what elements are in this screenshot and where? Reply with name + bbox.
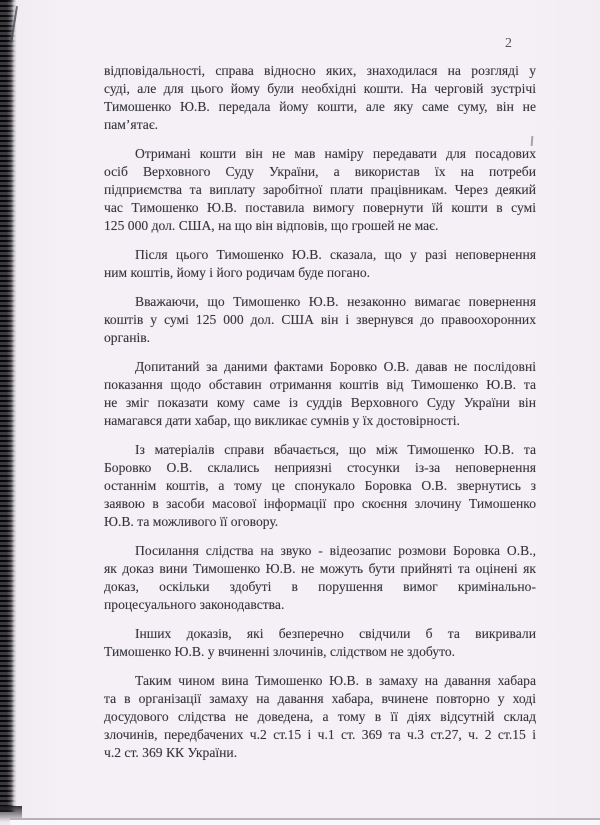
text-line: останнім коштів, а тому це спонукало Боровка О.В. звернутись з (104, 478, 536, 493)
paragraph-1 (104, 62, 536, 134)
text-line: Ю.В. та можливого її оговору. (104, 514, 279, 529)
text-line: ч.2 ст. 369 КК України. (104, 745, 238, 760)
text-line: Допитаний за даними фактами Боровко О.В. давав не послідовні (135, 359, 536, 374)
text-line: суді, але для цього йому були необхідні кошти. На черговій зустрічі (104, 81, 536, 96)
text-line: досудового слідства не доведена, а тому в її діях відсутній склад (104, 709, 536, 724)
text-line: час Тимошенко Ю.В. поставила вимогу повернути їй кошти в сумі (104, 200, 536, 215)
text-line: заявою в засоби масової інформації про скоєння злочину Тимошенко (104, 496, 536, 511)
text-line: Інших доказів, які безперечно свідчили б та викривали (135, 626, 536, 641)
text-line: Тимошенко Ю.В. у вчиненні злочинів, слідством не здобуто. (104, 644, 456, 659)
paragraph-3 (104, 246, 536, 282)
paragraph-5 (104, 358, 536, 430)
paragraph-4 (104, 293, 536, 347)
text-line: 125 000 дол. США, на що він відповів, що грошей не має. (104, 218, 439, 233)
paragraph-7 (104, 542, 536, 614)
text-line: доказ, оскільки здобуті в порушення вимог кримінально- (104, 579, 536, 594)
text-line: Боровко О.В. склались неприязні стосунки із-за неповернення (104, 460, 536, 475)
paragraph-8 (104, 625, 536, 661)
text-line: Таким чином вина Тимошенко Ю.В. в замаху на давання хабара (135, 673, 536, 688)
text-line: Із матеріалів справи вбачається, що між Тимошенко Ю.В. та (135, 442, 536, 457)
paragraph-6 (104, 441, 536, 531)
paragraph-9 (104, 672, 536, 762)
text-line: не зміг показати кому саме із суддів Верховного Суду України він (104, 395, 536, 410)
text-line: Тимошенко Ю.В. передала йому кошти, але яку саме суму, він не (104, 99, 536, 114)
page-number: 2 (505, 36, 513, 51)
text-line: злочинів, передбачених ч.2 ст.15 і ч.1 ст. 369 та ч.3 ст.27, ч. 2 ст.15 і (104, 727, 536, 742)
text-line: Посилання слідства на звуко - відеозапис розмови Боровка О.В., (135, 543, 536, 558)
text-line: коштів у сумі 125 000 дол. США він і звернувся до правоохоронних (104, 312, 536, 327)
text-line: органів. (104, 330, 151, 345)
paragraph-2 (104, 145, 536, 235)
text-line: показання щодо обставин отримання коштів від Тимошенко Ю.В. та (104, 377, 536, 392)
text-line: процесуального законодавства. (104, 597, 285, 612)
text-line: підприємства та виплату заробітної плати працівникам. Через деякий (104, 182, 536, 197)
text-line: як доказ вини Тимошенко Ю.В. не можуть бути прийняті та оцінені як (104, 561, 536, 576)
text-line: намагався дати хабар, що викликає сумнів у їх достовірності. (104, 413, 460, 428)
text-line: ним коштів, йому і його родичам буде погано. (104, 265, 371, 280)
page-bottom-margin (10, 820, 600, 825)
text-line: Отримані кошти він не мав наміру передавати для посадових (135, 146, 536, 161)
text-line: Після цього Тимошенко Ю.В. сказала, що у разі неповернення (135, 247, 536, 262)
text-line: відповідальності, справа відносно яких, знаходилася на розгляді у (104, 63, 536, 78)
text-line: Вважаючи, що Тимошенко Ю.В. незаконно вимагає повернення (135, 294, 536, 309)
text-line: осіб Верховного Суду України, а використав їх на потреби (104, 164, 536, 179)
text-line: пам’ятає. (104, 117, 159, 132)
text-line: та в організації замаху на давання хабара, вчинене повторно у ході (104, 691, 536, 706)
